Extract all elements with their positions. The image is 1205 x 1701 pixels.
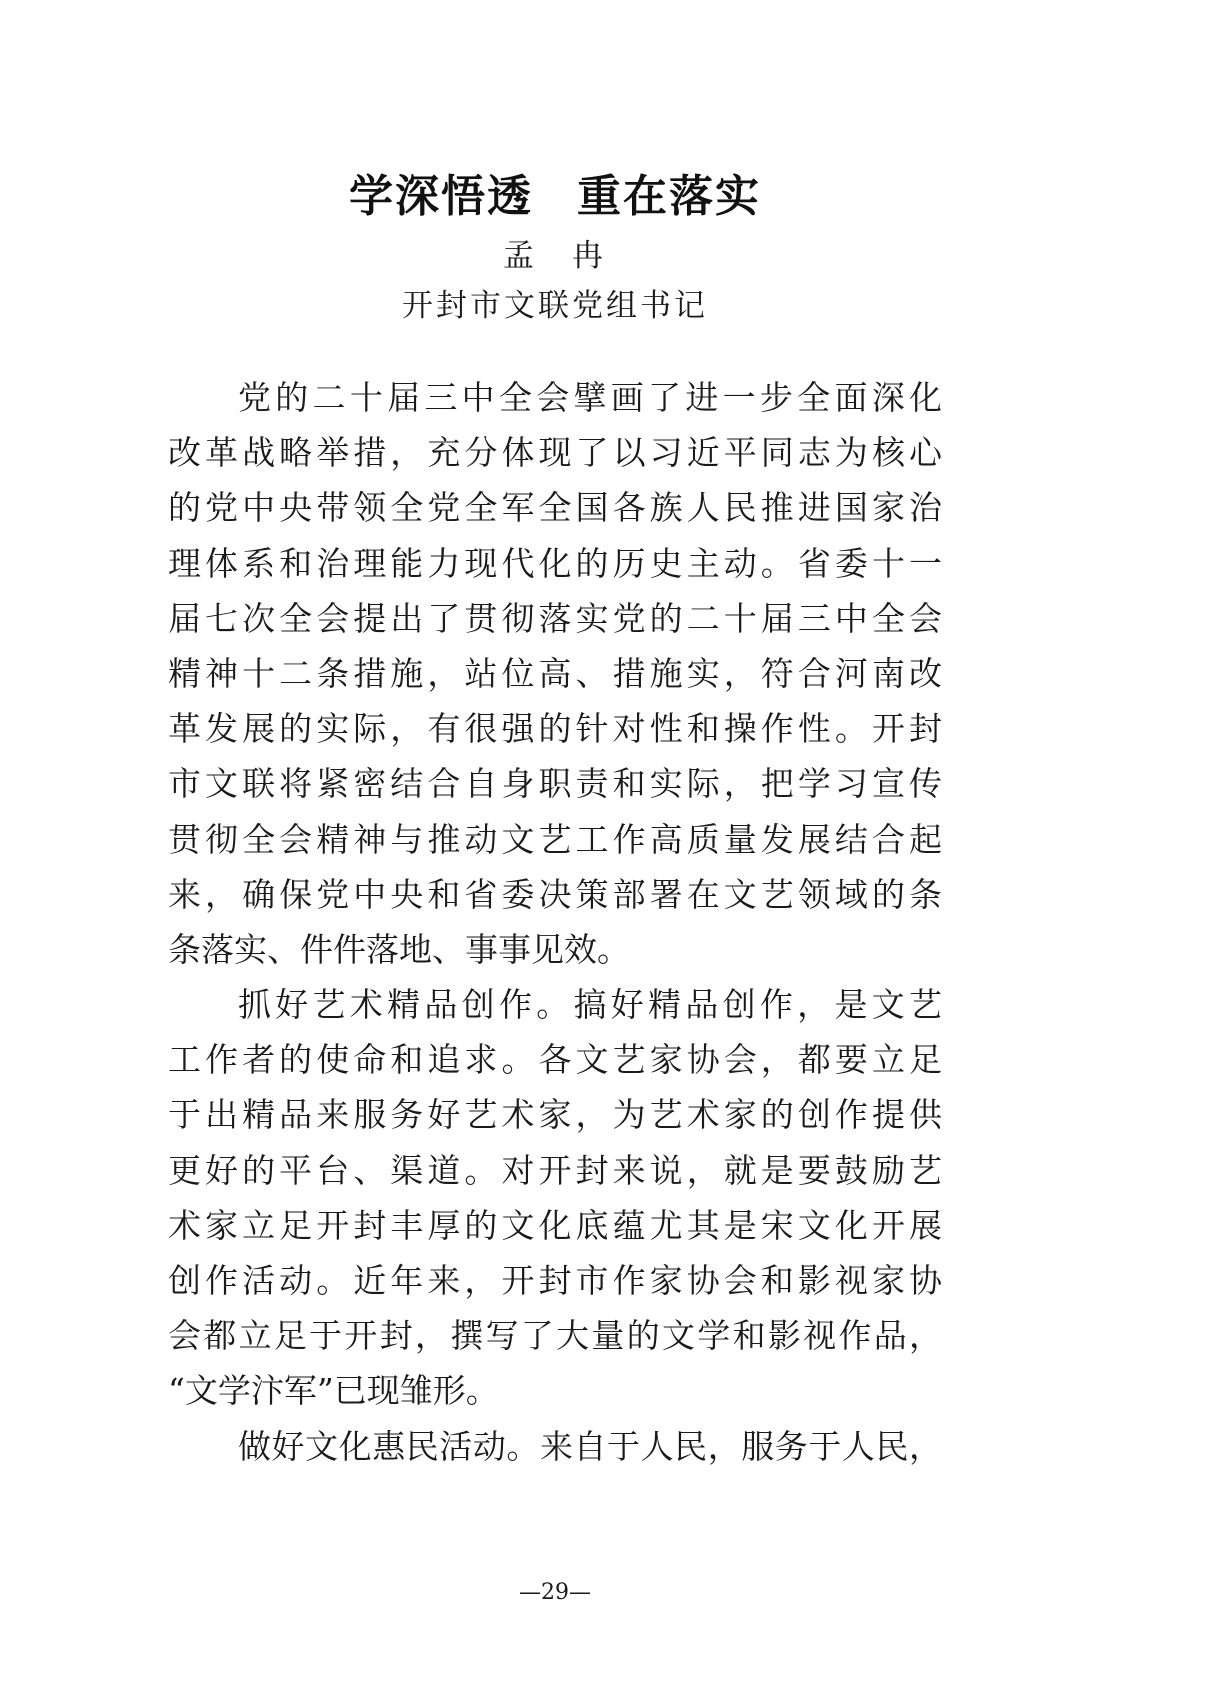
text-line: 工作者的使命和追求。各文艺家协会，都要立足 xyxy=(168,1040,942,1080)
text-line: 理体系和治理能力现代化的历史主动。省委十一 xyxy=(168,543,942,583)
text-line: 精神十二条措施，站位高、措施实，符合河南改 xyxy=(168,653,942,693)
text-line: 来，确保党中央和省委决策部署在文艺领域的条 xyxy=(168,874,942,914)
text-line: 抓好艺术精品创作。搞好精品创作，是文艺 xyxy=(238,985,942,1025)
text-line: 更好的平台、渠道。对开封来说，就是要鼓励艺 xyxy=(168,1150,942,1190)
text-line: 会都立足于开封，撰写了大量的文学和影视作品， xyxy=(168,1316,942,1356)
text-line: 于出精品来服务好艺术家，为艺术家的创作提供 xyxy=(168,1095,942,1135)
text-line: 条落实、件件落地、事事见效。 xyxy=(168,929,630,969)
author-surname: 孟 xyxy=(503,238,538,274)
page-number: —29— xyxy=(519,1580,591,1605)
article-body xyxy=(168,370,942,1474)
text-line: 市文联将紧密结合自身职责和实际，把学习宣传 xyxy=(168,764,942,804)
text-line: 贯彻全会精神与推动文艺工作高质量发展结合起 xyxy=(168,819,942,859)
text-line: 革发展的实际，有很强的针对性和操作性。开封 xyxy=(168,709,942,749)
text-line: 届七次全会提出了贯彻落实党的二十届三中全会 xyxy=(168,598,942,638)
text-line: 党的二十届三中全会擘画了进一步全面深化 xyxy=(238,378,942,417)
title-part-2: 重在落实 xyxy=(577,171,761,222)
text-line: 改革战略举措，充分体现了以习近平同志为核心 xyxy=(168,433,942,473)
text-line: “文学汴军”已现雏形。 xyxy=(168,1371,499,1411)
author-given-name: 冉 xyxy=(572,238,607,274)
article-title xyxy=(0,160,1110,224)
text-line: 术家立足开封丰厚的文化底蕴尤其是宋文化开展 xyxy=(168,1205,942,1245)
text-line: 创作活动。近年来，开封市作家协会和影视家协 xyxy=(168,1261,942,1300)
title-part-1: 学深悟透 xyxy=(349,171,533,222)
text-line: 的党中央带领全党全军全国各族人民推进国家治 xyxy=(168,488,942,528)
author-name xyxy=(0,230,1110,275)
text-line: 做好文化惠民活动。来自于人民，服务于人民， xyxy=(238,1426,942,1466)
author-affiliation: 开封市文联党组书记 xyxy=(402,288,708,324)
